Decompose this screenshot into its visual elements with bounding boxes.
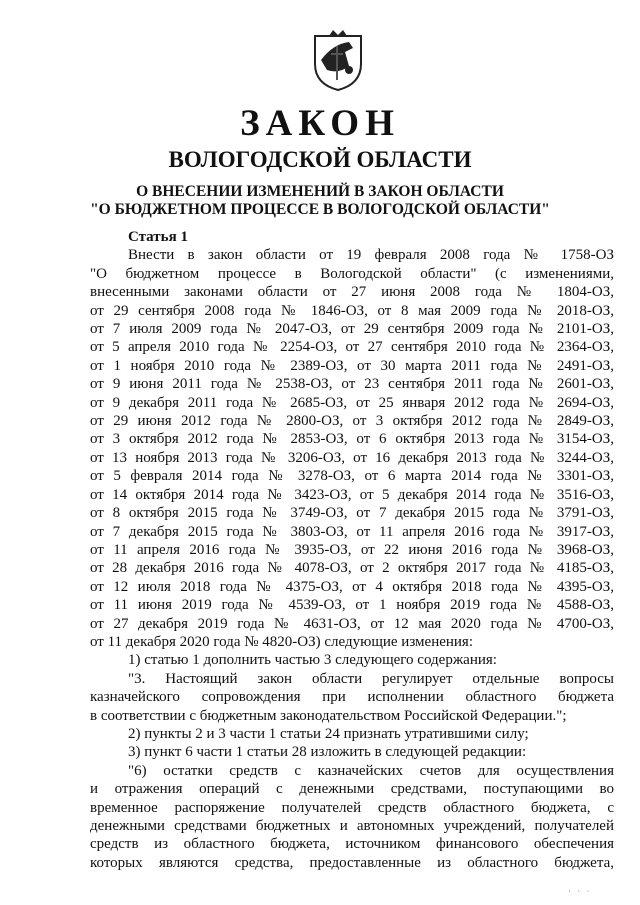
text-line: от 14 октября 2014 года № 3423-ОЗ, от 5 декабря 2014 года № 3516-ОЗ, <box>90 486 614 503</box>
text-line: "О бюджетном процессе в Вологодской области" (с изменениями, <box>90 265 614 282</box>
text-line: от 9 июня 2011 года № 2538-ОЗ, от 23 сентября 2011 года № 2601-ОЗ, <box>90 376 614 393</box>
quote-line: и отражения операций с денежными средствами, поступающими во <box>90 781 614 798</box>
quote-line: временное распоряжение получателей средств областного бюджета, с <box>90 799 614 816</box>
quote-line: "6) остатки средств с казначейских счетов для осуществления <box>128 762 614 779</box>
list-item: 2) пункты 2 и 3 части 1 статьи 24 признать утратившими силу; <box>128 725 529 742</box>
text-line: от 27 декабря 2019 года № 4631-ОЗ, от 12 мая 2020 года № 4700-ОЗ, <box>90 615 614 632</box>
list-item: 3) пункт 6 части 1 статьи 28 изложить в следующей редакции: <box>128 744 527 761</box>
document-heading-line1: О ВНЕСЕНИИ ИЗМЕНЕНИЙ В ЗАКОН ОБЛАСТИ <box>136 183 504 200</box>
document-body <box>90 228 614 872</box>
text-line: внесенными законами области от 27 июня 2008 года № 1804-ОЗ, <box>90 284 614 301</box>
text-line: от 7 декабря 2015 года № 3803-ОЗ, от 11 апреля 2016 года № 3917-ОЗ, <box>90 523 614 540</box>
text-line: от 5 февраля 2014 года № 3278-ОЗ, от 6 марта 2014 года № 3301-ОЗ, <box>90 468 614 485</box>
quote-line: которых являются средства, предоставленные из областного бюджета, <box>90 854 614 871</box>
scan-mark: · · · <box>568 886 592 896</box>
text-line: от 5 апреля 2010 года № 2254-ОЗ, от 27 сентября 2010 года № 2364-ОЗ, <box>90 339 614 356</box>
text-line: от 11 декабря 2020 года № 4820-ОЗ) следующие изменения: <box>90 633 473 650</box>
article-label: Статья 1 <box>128 229 188 245</box>
text-line: Внести в закон области от 19 февраля 2008 года № 1758-ОЗ <box>128 247 614 264</box>
quote-line: "3. Настоящий закон области регулирует отдельные вопросы <box>128 670 614 687</box>
list-item: 1) статью 1 дополнить частью 3 следующего содержания: <box>128 652 497 669</box>
text-line: от 29 июня 2012 года № 2800-ОЗ, от 3 октября 2012 года № 2849-ОЗ, <box>90 413 614 430</box>
text-line: от 11 апреля 2016 года № 3935-ОЗ, от 22 июня 2016 года № 3968-ОЗ, <box>90 541 614 558</box>
document-heading-line2: "О БЮДЖЕТНОМ ПРОЦЕССЕ В ВОЛОГОДСКОЙ ОБЛАСТИ" <box>90 201 550 218</box>
text-line: от 3 октября 2012 года № 2853-ОЗ, от 6 октября 2013 года № 3154-ОЗ, <box>90 431 614 448</box>
text-line: от 13 ноября 2013 года № 3206-ОЗ, от 16 декабря 2013 года № 3244-ОЗ, <box>90 449 614 466</box>
text-line: от 8 октября 2015 года № 3749-ОЗ, от 7 декабря 2015 года № 3791-ОЗ, <box>90 505 614 522</box>
text-line: от 12 июля 2018 года № 4375-ОЗ, от 4 октября 2018 года № 4395-ОЗ, <box>90 578 614 595</box>
text-line: от 9 декабря 2011 года № 2685-ОЗ, от 25 января 2012 года № 2694-ОЗ, <box>90 394 614 411</box>
text-line: от 7 июля 2009 года № 2047-ОЗ, от 29 сентября 2009 года № 2101-ОЗ, <box>90 321 614 338</box>
text-line: от 29 сентября 2008 года № 1846-ОЗ, от 8 мая 2009 года № 2018-ОЗ, <box>90 302 614 319</box>
document-title: ЗАКОН <box>240 103 400 144</box>
coat-of-arms-icon <box>309 30 367 92</box>
quote-line: денежными средствами бюджетных и автономных учреждений, получателей <box>90 818 614 834</box>
quote-line: казначейского сопровождения при исполнении областного бюджета <box>90 689 614 706</box>
quote-line: средств из областного бюджета, источником финансового обеспечения <box>90 836 614 853</box>
text-line: от 1 ноября 2010 года № 2389-ОЗ, от 30 марта 2011 года № 2491-ОЗ, <box>90 357 614 374</box>
document-subtitle: ВОЛОГОДСКОЙ ОБЛАСТИ <box>168 147 472 172</box>
text-line: от 28 декабря 2016 года № 4078-ОЗ, от 2 октября 2017 года № 4185-ОЗ, <box>90 560 614 577</box>
quote-line: в соответствии с бюджетным законодательством Российской Федерации."; <box>90 707 567 724</box>
text-line: от 11 июня 2019 года № 4539-ОЗ, от 1 ноября 2019 года № 4588-ОЗ, <box>90 597 614 614</box>
